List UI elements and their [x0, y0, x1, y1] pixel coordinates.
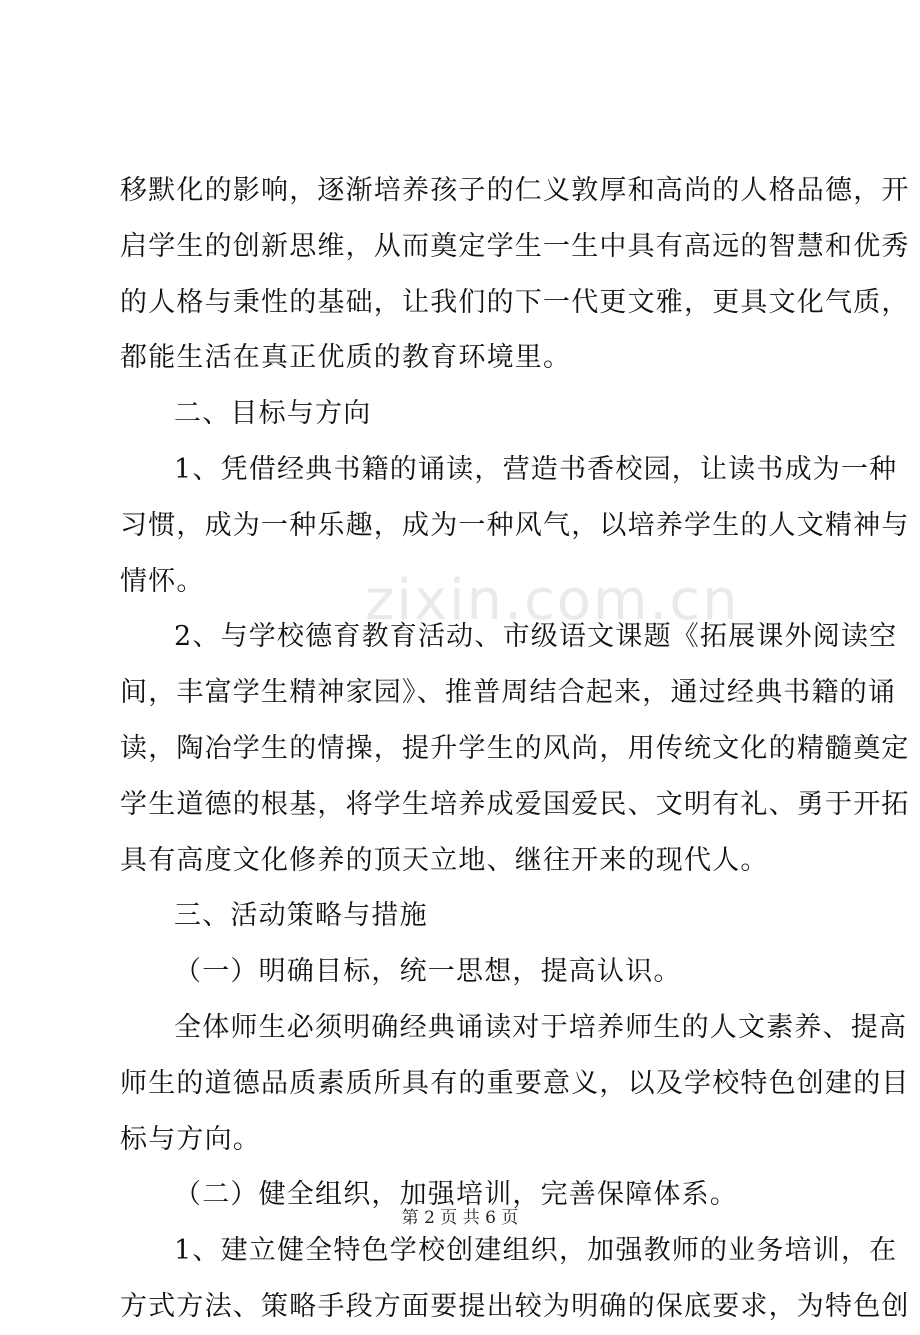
- subsection-heading: （二）健全组织，加强培训，完善保障体系。: [174, 1179, 738, 1211]
- text-line: 1、建立健全特色学校创建组织，加强教师的业务培训，在: [174, 1235, 898, 1267]
- page-footer: 第 2 页 共 6 页: [401, 1208, 519, 1228]
- section-heading: 二、目标与方向: [174, 398, 372, 430]
- watermark: zixin.com.cn: [365, 568, 740, 633]
- text-line: 标与方向。: [120, 1123, 261, 1155]
- text-line: 间，丰富学生精神家园》、推普周结合起来，通过经典书籍的诵: [120, 677, 897, 709]
- text-line: 学生道德的根基，将学生培养成爱国爱民、文明有礼、勇于开拓: [120, 788, 910, 820]
- text-line: 习惯，成为一种乐趣，成为一种风气，以培养学生的人文精神与: [120, 509, 910, 541]
- body-text: [120, 163, 910, 1335]
- text-line: 师生的道德品质素质所具有的重要意义，以及学校特色创建的目: [120, 1067, 910, 1099]
- text-line: 方式方法、策略手段方面要提出较为明确的保底要求，为特色创: [120, 1290, 910, 1322]
- subsection-heading: （一）明确目标，统一思想，提高认识。: [174, 956, 682, 988]
- text-line: 情怀。: [120, 565, 205, 597]
- text-line: 启学生的创新思维，从而奠定学生一生中具有高远的智慧和优秀: [120, 230, 910, 262]
- text-line: 移默化的影响，逐渐培养孩子的仁义敦厚和高尚的人格品德，开: [120, 175, 910, 206]
- text-line: 具有高度文化修养的顶天立地、继往开来的现代人。: [120, 844, 769, 876]
- text-line: 2、与学校德育教育活动、市级语文课题《拓展课外阅读空: [174, 621, 898, 653]
- text-line: 1、凭借经典书籍的诵读，营造书香校园，让读书成为一种: [174, 453, 898, 485]
- section-heading: 三、活动策略与措施: [174, 900, 428, 932]
- text-line: 全体师生必须明确经典诵读对于培养师生的人文素养、提高: [174, 1011, 908, 1043]
- text-line: 的人格与秉性的基础，让我们的下一代更文雅，更具文化气质，: [120, 286, 910, 318]
- text-line: 读，陶冶学生的情操，提升学生的风尚，用传统文化的精髓奠定: [120, 732, 910, 764]
- text-line: 都能生活在真正优质的教育环境里。: [120, 342, 572, 374]
